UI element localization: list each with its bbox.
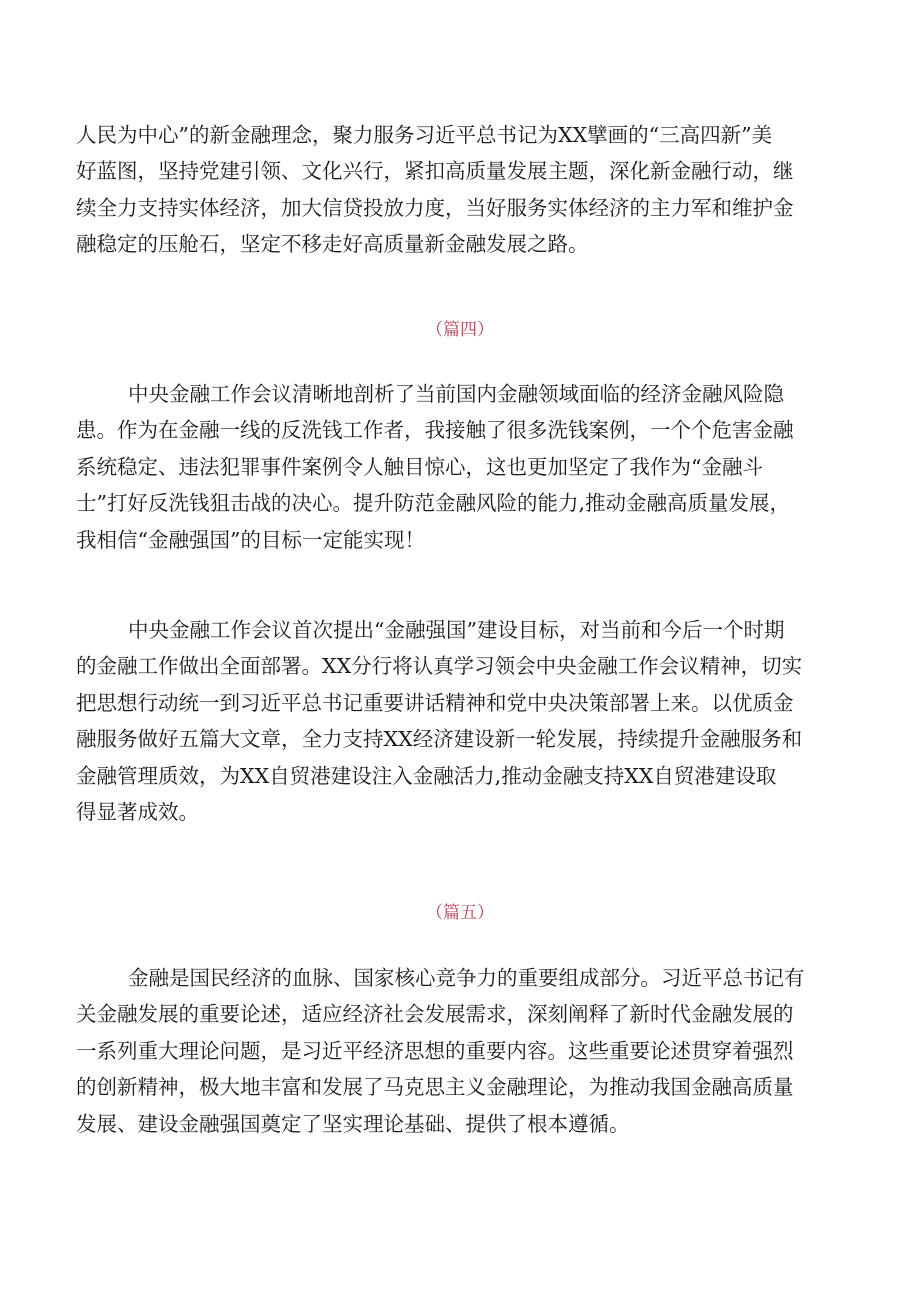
text-line: 关金融发展的重要论述，适应经济社会发展需求，深刻阐释了新时代金融发展的 [76, 1002, 794, 1027]
text-line: 好蓝图，坚持党建引领、文化兴行，紧扣高质量发展主题，深化新金融行动，继 [76, 159, 794, 184]
text-line: 发展、建设金融强国奠定了坚实理论基础、提供了根本遵循。 [76, 1111, 630, 1136]
text-line: 金融管理质效，为XX自贸港建设注入金融活力,推动金融支持XX自贸港建设取 [76, 763, 777, 788]
text-line: 融稳定的压舱石，坚定不移走好高质量新金融发展之路。 [76, 232, 589, 257]
text-line: 士”打好反洗钱狙击战的决心。提升防范金融风险的能力,推动金融高质量发展， [76, 491, 790, 516]
paragraph-section-5 [76, 960, 851, 1142]
paragraph-continuation [76, 117, 851, 263]
text-line: 中央金融工作会议清晰地剖析了当前国内金融领域面临的经济金融风险隐 [128, 382, 784, 406]
text-line: 系统稳定、违法犯罪事件案例令人触目惊心，这也更加坚定了我作为“金融斗 [76, 454, 763, 479]
section-heading-5: （篇五） [426, 903, 494, 923]
text-line: 人民为中心”的新金融理念，聚力服务习近平总书记为XX擘画的“三高四新”美 [76, 123, 773, 147]
text-line: 患。作为在金融一线的反洗钱工作者，我接触了很多洗钱案例，一个个危害金融 [76, 418, 794, 443]
text-line: 融服务做好五篇大文章，全力支持XX经济建设新一轮发展，持续提升金融服务和 [76, 727, 803, 752]
text-line: 的创新精神，极大地丰富和发展了马克思主义金融理论，为推动我国金融高质量 [76, 1075, 794, 1100]
section-heading-4: （篇四） [426, 320, 494, 340]
text-line: 金融是国民经济的血脉、国家核心竞争力的重要组成部分。习近平总书记有 [128, 966, 805, 990]
paragraph-section-4-b [76, 612, 851, 830]
text-line: 得显著成效。 [76, 800, 199, 825]
text-line: 中央金融工作会议首次提出“金融强国”建设目标，对当前和今后一个时期 [128, 618, 785, 642]
text-line: 续全力支持实体经济，加大信贷投放力度，当好服务实体经济的主力军和维护金 [76, 195, 794, 220]
paragraph-section-4-a [76, 376, 851, 558]
text-line: 我相信“金融强国”的目标一定能实现！ [76, 527, 425, 552]
text-line: 一系列重大理论问题，是习近平经济思想的重要内容。这些重要论述贯穿着强烈 [76, 1038, 794, 1063]
text-line: 的金融工作做出全面部署。XX分行将认真学习领会中央金融工作会议精神，切实 [76, 654, 803, 679]
text-line: 把思想行动统一到习近平总书记重要讲话精神和党中央决策部署上来。以优质金 [76, 690, 794, 715]
